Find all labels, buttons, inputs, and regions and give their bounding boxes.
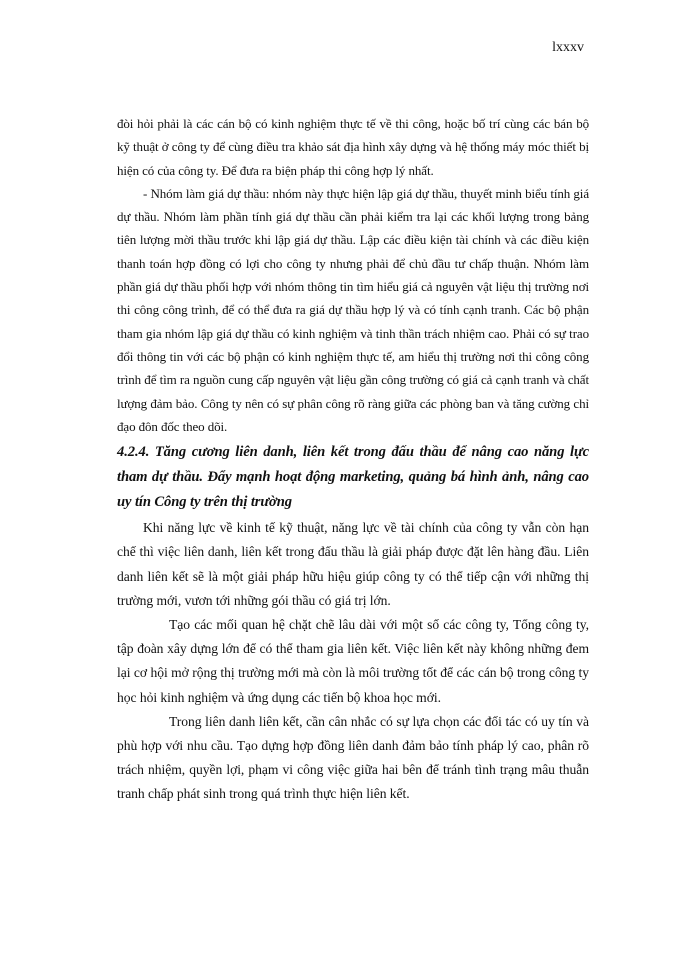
paragraph-team-requirements: đòi hỏi phải là các cán bộ có kinh nghiệm thực tế về thi công, hoặc bố trí cùng các bán bộ kỹ thuật ở công ty để cùng điều tra khảo sát địa hình xây dựng và hệ thống máy móc thiết bị hiện có của công ty. Để đưa ra biện pháp thi công hợp lý nhất. — [117, 116, 589, 178]
paragraph-partner-selection: Trong liên danh liên kết, cần cân nhắc có sự lựa chọn các đối tác có uy tín và phù hợp với nhu cầu. Tạo dựng hợp đồng liên danh đảm bảo tính pháp lý cao, phân rõ trách nhiệm, quyền lợi, phạm vi công việc giữa hai bên để tránh tình trạng mâu thuẫn tranh chấp phát sinh trong quá trình thực hiện liên kết. — [117, 713, 589, 802]
document-body — [117, 112, 589, 807]
paragraph-bid-pricing-team: - Nhóm làm giá dự thầu: nhóm này thực hiện lập giá dự thầu, thuyết minh biểu tính giá dự thầu. Nhóm làm phần tính giá dự thầu cần phải kiểm tra lại các khối lượng trong bảng tiên lượng mời thầu trước khi lập giá dự thầu. Lập các điều kiện tài chính và các điều kiện thanh toán hợp đồng có lợi cho công ty nhưng phải để chủ đầu tư chấp thuận. Nhóm làm phần giá dự thầu phối hợp với nhóm thông tin tìm hiểu giá cả nguyên vật liệu thị trường nơi thi công công trình, để có thể đưa ra giá dự thầu hợp lý và có tính cạnh tranh. Các bộ phận tham gia nhóm lập giá dự thầu có kinh nghiệm và tinh thần trách nhiệm cao. Phải có sự trao đổi thông tin với các bộ phận có kinh nghiệm thực tế, am hiểu thị trường nơi thi công công trình để tìm ra nguồn cung cấp nguyên vật liệu gần công trường có giá cả cạnh tranh và chất lượng đảm bảo. Công ty nên có sự phân công rõ ràng giữa các phòng ban và tăng cường chỉ đạo đôn đốc theo dõi. — [117, 185, 589, 434]
section-heading-4-2-4: 4.2.4. Tăng cương liên danh, liên kết trong đấu thầu để nâng cao năng lực tham dự thầu. Đẩy mạnh hoạt động marketing, quảng bá hình ảnh, nâng cao uy tín Công ty trên thị trường — [117, 444, 589, 511]
paragraph-long-term-relations: Tạo các mối quan hệ chặt chẽ lâu dài với một số các công ty, Tổng công ty, tập đoàn xây dựng lớn để có thể tham gia liên kết. Việc liên kết này không những đem lại cơ hội mở rộng thị trường mới mà còn là môi trường tốt để các cán bộ trong công ty học hỏi kinh nghiệm và ứng dụng các tiến bộ khoa học mới. — [117, 616, 589, 705]
page-number: lxxxv — [552, 40, 584, 55]
paragraph-joint-venture-intro: Khi năng lực về kinh tế kỹ thuật, năng lực về tài chính của công ty vẫn còn hạn chế thì việc liên danh, liên kết trong đấu thầu là giải pháp được đặt lên hàng đầu. Liên danh liên kết sẽ là một giải pháp hữu hiệu giúp công ty có thể tiếp cận với những thị trường mới, vươn tới những gói thầu có giá trị lớn. — [117, 520, 589, 608]
